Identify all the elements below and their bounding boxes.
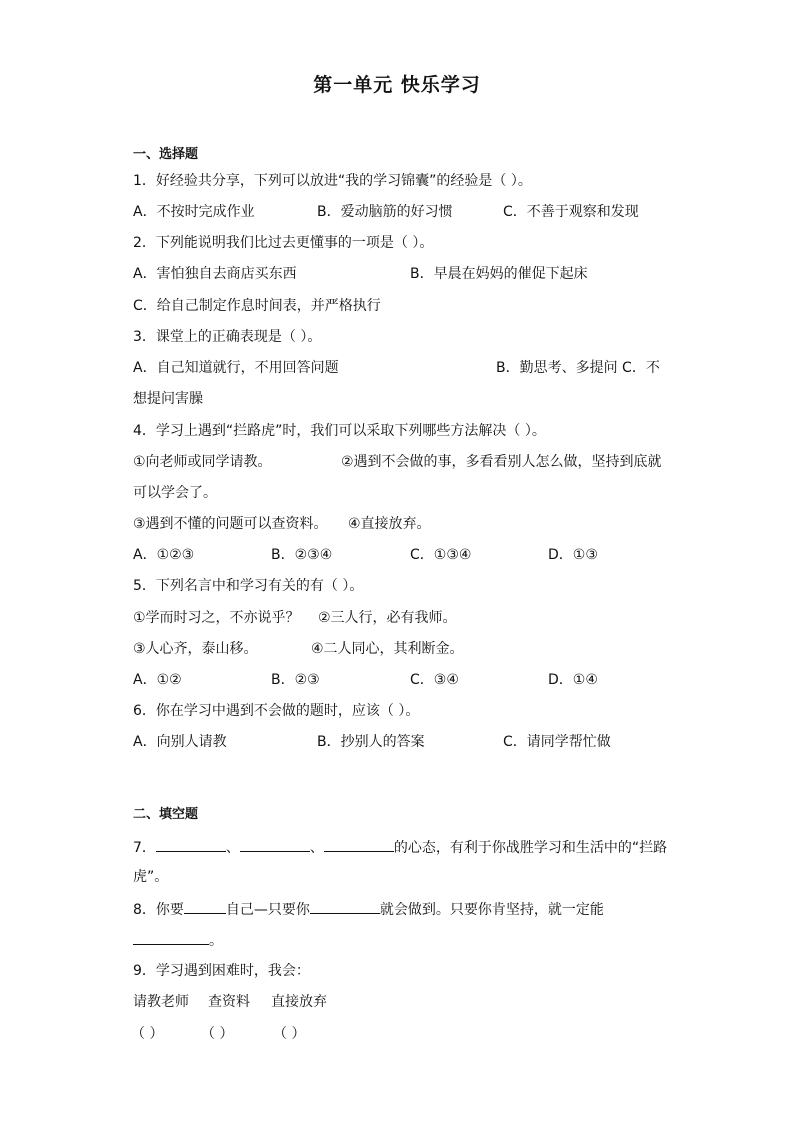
question-7-line: [133, 837, 667, 857]
question-1-option-c: C．不善于观察和发现: [503, 204, 639, 220]
question-2-option-a: A．害怕独自去商店买东西: [133, 266, 297, 282]
question-8-text: 就会做到。只要你肯坚持，就一定能: [379, 902, 604, 918]
question-7-continued: 虎”。: [133, 869, 169, 885]
question-1-option-a: A．不按时完成作业: [133, 204, 255, 220]
question-6-option-a: A．向别人请教: [133, 734, 227, 750]
separator: 、: [309, 840, 324, 856]
page-title: 第一单元 快乐学习: [313, 74, 481, 96]
question-2-option-c: C．给自己制定作息时间表，并严格执行: [133, 298, 381, 314]
question-8-end-line: [133, 930, 223, 950]
question-8-end: 。: [209, 933, 223, 949]
section-heading-fill-blank: 二、填空题: [133, 807, 199, 822]
question-4-statement-1: ①向老师或同学请教。: [133, 454, 272, 470]
question-5-option-c: C．③④: [410, 672, 459, 688]
question-4-option-c: C．①③④: [410, 547, 472, 563]
question-8-lead: 8．你要: [133, 902, 184, 918]
question-3-option-bc: B．勤思考、多提问 C．不: [496, 360, 660, 376]
question-8-mid: 自己—只要你: [225, 902, 310, 918]
question-7-text: 的心态，有利于你战胜学习和生活中的“拦路: [393, 840, 668, 856]
question-5-statement-2: ②三人行，必有我师。: [318, 610, 457, 626]
question-5-option-b: B．②③: [271, 672, 320, 688]
question-9-answer-paren-1[interactable]: （ ）: [131, 1026, 164, 1042]
separator: 、: [225, 840, 240, 856]
question-4-option-d: D．①③: [548, 547, 598, 563]
question-5-statement-3: ③人心齐，泰山移。: [133, 641, 258, 657]
question-5-stem: 5．下列名言中和学习有关的有（ ）。: [133, 578, 364, 594]
answer-blank[interactable]: [324, 837, 394, 852]
answer-blank[interactable]: [133, 930, 209, 945]
question-9-stem: 9．学习遇到困难时，我会：: [133, 963, 310, 979]
question-2-option-b: B．早晨在妈妈的催促下起床: [410, 266, 588, 282]
question-5-statement-1: ①学而时习之，不亦说乎？: [133, 610, 300, 626]
question-9-answer-paren-2[interactable]: （ ）: [201, 1026, 234, 1042]
question-1-stem: 1．好经验共分享，下列可以放进“我的学习锦囊”的经验是（ ）。: [133, 173, 532, 189]
question-4-option-a: A．①②③: [133, 547, 195, 563]
question-1-option-b: B．爱动脑筋的好习惯: [317, 204, 453, 220]
question-4-statement-3: ③遇到不懂的问题可以查资料。: [133, 516, 328, 532]
question-4-statement-4: ④直接放弃。: [348, 516, 431, 532]
question-3-option-c-continued: 想提问害臊: [133, 391, 203, 407]
question-9-answer-paren-3[interactable]: （ ）: [273, 1026, 306, 1042]
question-9-option-2: 查资料: [208, 994, 250, 1010]
question-6-option-b: B．抄别人的答案: [317, 734, 425, 750]
question-9-option-3: 直接放弃: [271, 994, 327, 1010]
question-3-option-a: A．自己知道就行，不用回答问题: [133, 360, 339, 376]
question-6-option-c: C．请同学帮忙做: [503, 734, 611, 750]
answer-blank[interactable]: [156, 837, 226, 852]
section-heading-choice: 一、选择题: [133, 147, 199, 162]
answer-blank[interactable]: [184, 899, 226, 914]
question-7-number: 7．: [133, 840, 156, 856]
answer-blank[interactable]: [240, 837, 310, 852]
question-4-statement-2: ②遇到不会做的事，多看看别人怎么做，坚持到底就: [341, 454, 662, 470]
question-8-line: [133, 899, 604, 919]
question-2-stem: 2．下列能说明我们比过去更懂事的一项是（ ）。: [133, 235, 434, 251]
question-4-option-b: B．②③④: [271, 547, 333, 563]
question-6-stem: 6．你在学习中遇到不会做的题时，应该（ ）。: [133, 703, 420, 719]
answer-blank[interactable]: [310, 899, 380, 914]
question-5-statement-4: ④二人同心，其利断金。: [311, 641, 464, 657]
question-5-option-d: D．①④: [548, 672, 598, 688]
question-3-stem: 3．课堂上的正确表现是（ ）。: [133, 329, 322, 345]
question-4-stem: 4．学习上遇到“拦路虎”时，我们可以采取下列哪些方法解决（ ）。: [133, 423, 546, 439]
question-5-option-a: A．①②: [133, 672, 182, 688]
question-9-option-1: 请教老师: [133, 994, 189, 1010]
question-4-statement-2-continued: 可以学会了。: [133, 485, 217, 501]
